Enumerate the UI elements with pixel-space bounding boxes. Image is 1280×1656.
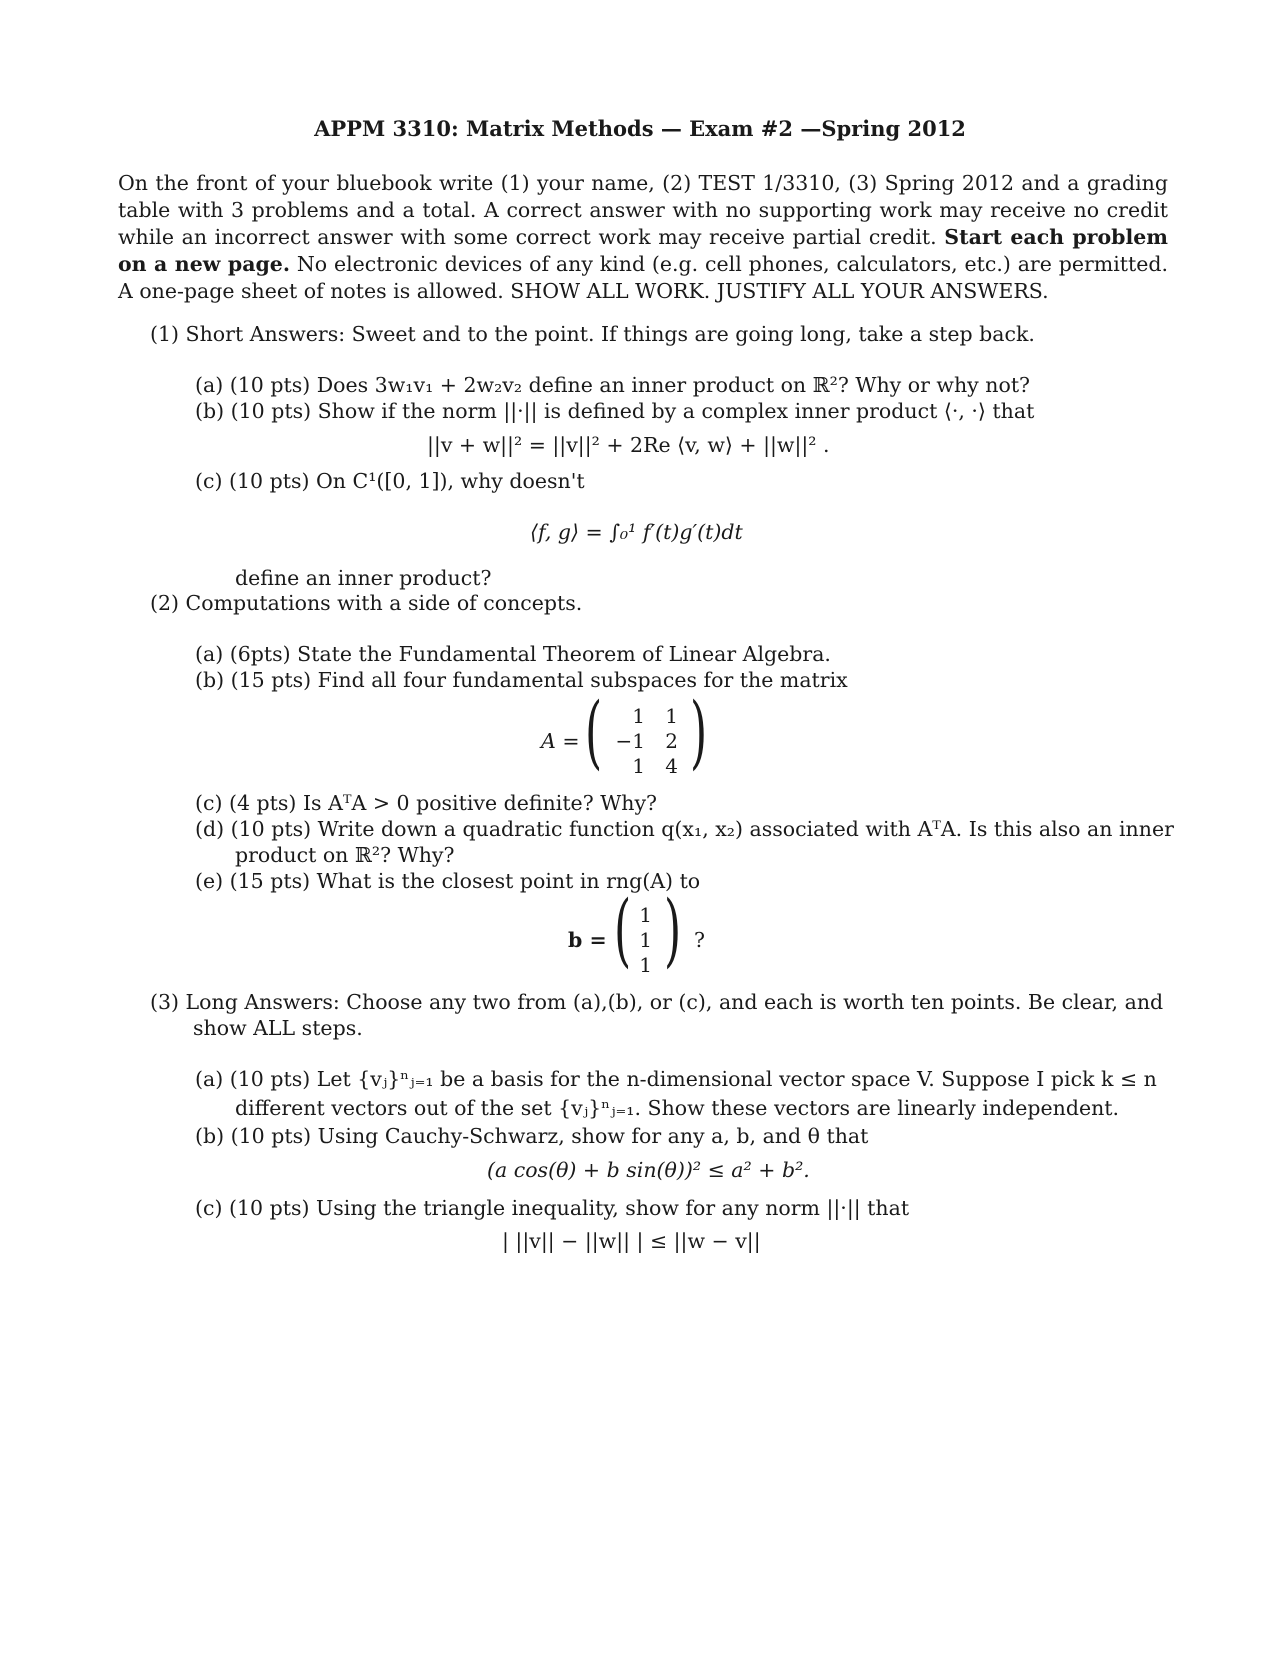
matrix-right-paren: ) [690, 685, 708, 778]
instructions-bold: Start each problem on a new page. [118, 225, 1168, 276]
matrix-left-paren: ( [585, 685, 603, 778]
matrix-label: A = [541, 729, 580, 753]
vector-tail: ? [694, 928, 705, 952]
matrix-cell: 2 [665, 729, 678, 753]
instructions-text-1: On the front of your bluebook write (1) your name, (2) TEST 1/3310, (3) Spring 2012 and a grading table with 3 problems and a total. A correct answer with no supporting work may receive no credit while an incorrect answer with some correct work may receive partial credit. [118, 171, 1168, 249]
q1-part-a: (a) (10 pts) Does 3w₁v₁ + 2w₂v₂ define an inner product on ℝ²? Why or why not? [195, 373, 1031, 397]
q3-part-a-line2: different vectors out of the set {vⱼ}ⁿⱼ₌₁. Show these vectors are linearly independent. [235, 1096, 1120, 1120]
instructions-text-2: No electronic devices of any kind (e.g. cell phones, calculators, etc.) are permitted. A one-page sheet of notes is allowed. SHOW ALL WORK. JUSTIFY ALL YOUR ANSWERS. [118, 252, 1168, 303]
matrix-cell: 1 [632, 704, 645, 728]
q2-part-d-line2: product on ℝ²? Why? [235, 843, 455, 867]
q2-part-b: (b) (15 pts) Find all four fundamental subspaces for the matrix [195, 668, 848, 692]
vector-cell: 1 [639, 903, 652, 927]
q2-part-d-line1: (d) (10 pts) Write down a quadratic function q(x₁, x₂) associated with AᵀA. Is this also an inner [195, 817, 1174, 841]
vector-cell: 1 [639, 928, 652, 952]
q1-heading: (1) Short Answers: Sweet and to the point. If things are going long, take a step back. [150, 322, 1035, 346]
q2-heading: (2) Computations with a side of concepts. [150, 591, 583, 615]
instructions [118, 170, 1168, 305]
vector-cell: 1 [639, 953, 652, 977]
q3-part-c-equation: | ||v|| − ||w|| | ≤ ||w − v|| [502, 1229, 761, 1253]
q3-heading-line2: show ALL steps. [193, 1016, 363, 1040]
q1-part-c-tail: define an inner product? [235, 566, 492, 590]
matrix-cell: 1 [665, 704, 678, 728]
matrix-cell: 4 [665, 754, 678, 778]
q1-part-b-equation: ||v + w||² = ||v||² + 2Re ⟨v, w⟩ + ||w||² . [427, 433, 830, 457]
vector-right-paren: ) [664, 883, 682, 976]
q2-part-a: (a) (6pts) State the Fundamental Theorem of Linear Algebra. [195, 642, 831, 666]
q1-part-c: (c) (10 pts) On C¹([0, 1]), why doesn't [195, 469, 585, 493]
q1-part-b: (b) (10 pts) Show if the norm ||·|| is defined by a complex inner product ⟨·, ·⟩ that [195, 399, 1035, 423]
matrix-cell: −1 [615, 729, 645, 753]
matrix-cell: 1 [632, 754, 645, 778]
q3-heading-line1: (3) Long Answers: Choose any two from (a),(b), or (c), and each is worth ten points. Be clear, and [150, 990, 1164, 1014]
vector-left-paren: ( [614, 883, 632, 976]
q3-part-b: (b) (10 pts) Using Cauchy-Schwarz, show for any a, b, and θ that [195, 1124, 869, 1148]
q3-part-b-equation: (a cos(θ) + b sin(θ))² ≤ a² + b². [487, 1158, 810, 1182]
page-title: APPM 3310: Matrix Methods — Exam #2 —Spring 2012 [314, 116, 966, 141]
q3-part-a-line1: (a) (10 pts) Let {vⱼ}ⁿⱼ₌₁ be a basis for the n-dimensional vector space V. Suppose I pick k ≤ n [195, 1067, 1157, 1091]
q2-part-e: (e) (15 pts) What is the closest point in rng(A) to [195, 869, 701, 893]
q2-part-c: (c) (4 pts) Is AᵀA > 0 positive definite? Why? [195, 791, 658, 815]
vector-label: b = [568, 928, 607, 952]
q3-part-c: (c) (10 pts) Using the triangle inequality, show for any norm ||·|| that [195, 1196, 910, 1220]
q1-part-c-equation: ⟨f, g⟩ = ∫₀¹ f′(t)g′(t)dt [530, 520, 743, 544]
